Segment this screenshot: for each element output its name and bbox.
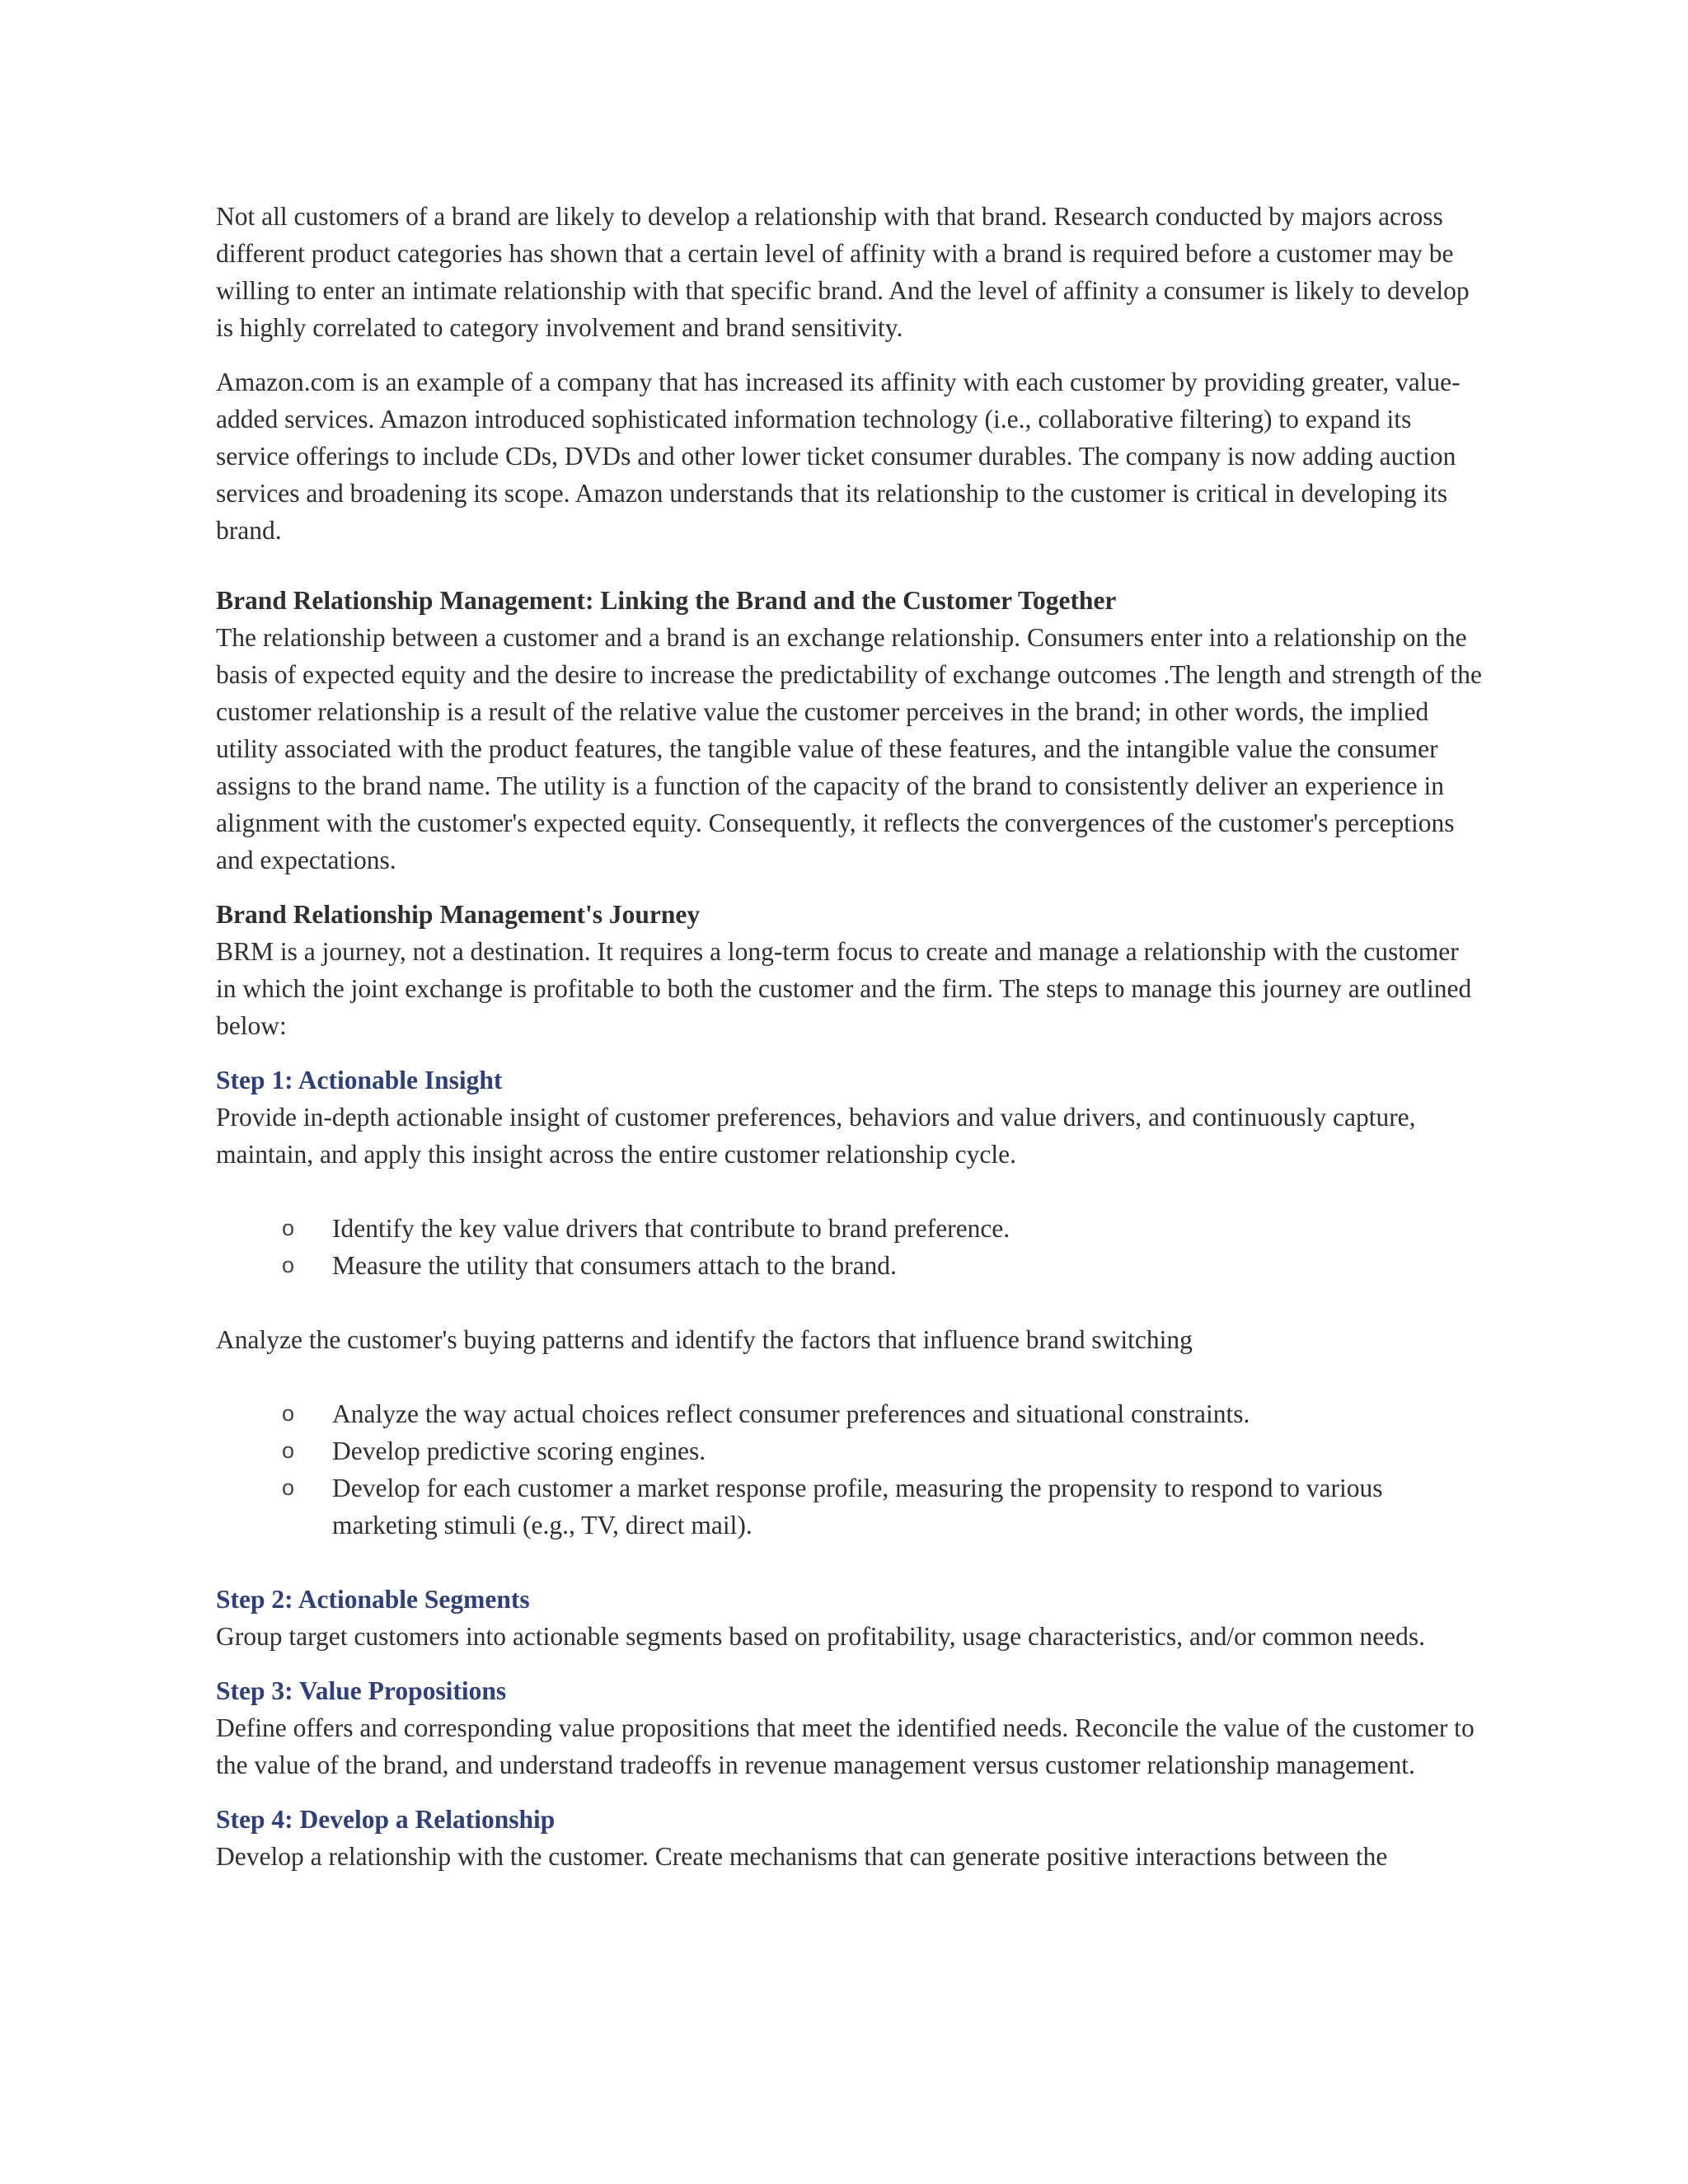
intro-paragraph-1: Not all customers of a brand are likely to develop a relationship with that brand. Research conducted by majors across different product categories has shown that a certain level of affinity with a brand is required before a customer may be willing to enter an intimate relationship with that specific brand. And the level of affinity a consumer is likely to develop is highly correlated to category involvement and brand sensitivity.	[216, 202, 1470, 342]
list-item	[216, 1210, 1482, 1247]
step-1-bullet-list-a	[216, 1210, 1482, 1284]
step-1-bullet-list-b	[216, 1395, 1482, 1544]
step-3-body: Define offers and corresponding value propositions that meet the identified needs. Reconcile the value of the customer to the value of the brand, and understand tradeoffs in revenue management versus customer relationship management.	[216, 1713, 1475, 1779]
step-3-section	[216, 1672, 1482, 1783]
list-item	[216, 1395, 1482, 1432]
journey-section	[216, 896, 1482, 1044]
document-page	[216, 198, 1482, 1892]
list-item	[216, 1432, 1482, 1469]
step-1-heading: Step 1: Actionable Insight	[216, 1066, 503, 1094]
bullet-icon: o	[282, 1253, 295, 1277]
step-2-section	[216, 1581, 1482, 1655]
step-1-middle-text: Analyze the customer's buying patterns and identify the factors that influence brand switching	[216, 1325, 1193, 1354]
step-4-body: Develop a relationship with the customer. Create mechanisms that can generate positive interactions between the	[216, 1842, 1388, 1871]
brm-heading: Brand Relationship Management: Linking the Brand and the Customer Together	[216, 586, 1117, 615]
step-2-heading: Step 2: Actionable Segments	[216, 1585, 530, 1614]
list-item-text: Measure the utility that consumers attach to the brand.	[332, 1251, 897, 1280]
bullet-icon: o	[282, 1475, 295, 1500]
step-4-heading: Step 4: Develop a Relationship	[216, 1805, 556, 1834]
list-item-text: Develop predictive scoring engines.	[332, 1436, 706, 1465]
bullet-icon: o	[282, 1216, 295, 1240]
journey-heading: Brand Relationship Management's Journey	[216, 900, 701, 929]
step-1-body: Provide in-depth actionable insight of customer preferences, behaviors and value drivers, and continuously capture, maintain, and apply this insight across the entire customer relationship cycle.	[216, 1103, 1416, 1169]
step-4-section	[216, 1801, 1482, 1875]
intro-paragraph-2: Amazon.com is an example of a company that has increased its affinity with each customer by providing greater, value-added services. Amazon introduced sophisticated information technology (i.e., collaborative filtering) to expand its service offerings to include CDs, DVDs and other lower ticket consumer durables. The company is now adding auction services and broadening its scope. Amazon understands that its relationship to the customer is critical in developing its brand.	[216, 368, 1461, 545]
bullet-icon: o	[282, 1438, 295, 1463]
bullet-icon: o	[282, 1401, 295, 1426]
journey-body: BRM is a journey, not a destination. It requires a long-term focus to create and manage a relationship with the customer in which the joint exchange is profitable to both the customer and the firm. The steps to manage this journey are outlined below:	[216, 937, 1472, 1040]
step-1-section	[216, 1062, 1482, 1544]
step-2-body: Group target customers into actionable segments based on profitability, usage characteristics, and/or common needs.	[216, 1622, 1425, 1651]
list-item	[216, 1247, 1482, 1284]
step-3-heading: Step 3: Value Propositions	[216, 1676, 507, 1705]
list-item	[216, 1469, 1482, 1544]
brm-body: The relationship between a customer and a brand is an exchange relationship. Consumers enter into a relationship on the basis of expected equity and the desire to increase the predictability of exchange outcomes .The length and strength of the customer relationship is a result of the relative value the customer perceives in the brand; in other words, the implied utility associated with the product features, the tangible value of these features, and the intangible value the consumer assigns to the brand name. The utility is a function of the capacity of the brand to consistently deliver an experience in alignment with the customer's expected equity. Consequently, it reflects the convergences of the customer's perceptions and expectations.	[216, 623, 1482, 874]
list-item-text: Develop for each customer a market response profile, measuring the propensity to respond to various marketing stimuli (e.g., TV, direct mail).	[332, 1474, 1383, 1540]
brm-section	[216, 582, 1482, 879]
list-item-text: Identify the key value drivers that contribute to brand preference.	[332, 1214, 1010, 1243]
list-item-text: Analyze the way actual choices reflect consumer preferences and situational constraints.	[332, 1399, 1250, 1428]
